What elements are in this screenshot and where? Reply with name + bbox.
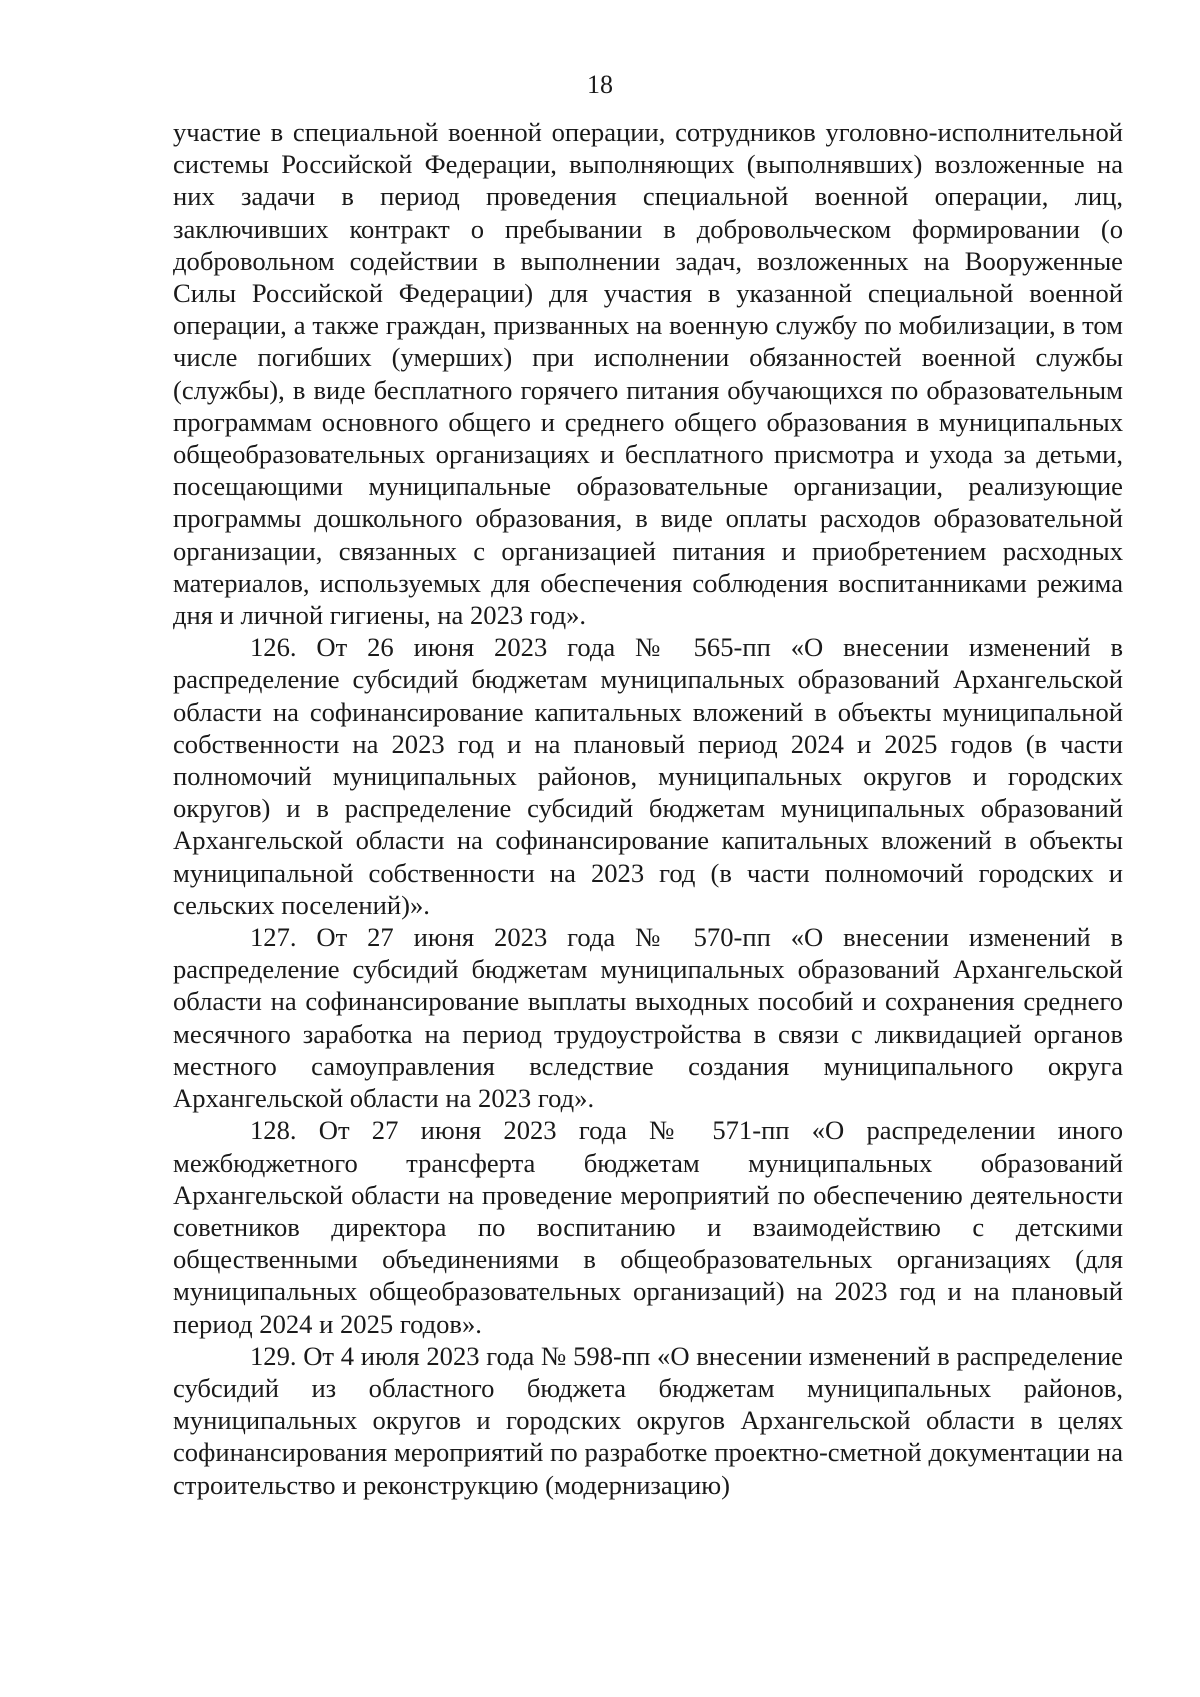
- document-body: [173, 116, 1123, 1501]
- paragraph-item-127: 127. От 27 июня 2023 года № 570-пп «О внесении изменений в распределение субсидий бюджетам муниципальных образований Архангельской области на софинансирование выплаты выходных пособий и сохранения среднего месячного заработка на период трудоустройства в связи с ликвидацией органов местного самоуправления вследствие создания муниципального округа Архангельской области на 2023 год».: [173, 922, 1123, 1114]
- paragraph-item-128: 128. От 27 июня 2023 года № 571-пп «О распределении иного межбюджетного трансферта бюджетам муниципальных образований Архангельской области на проведение мероприятий по обеспечению деятельности советников директора по воспитанию и взаимодействию с детскими общественными объединениями в общеобразовательных организациях (для муниципальных общеобразовательных организаций) на 2023 год и на плановый период 2024 и 2025 годов».: [173, 1115, 1123, 1339]
- page-number: 18: [587, 70, 613, 99]
- paragraph-continuation: участие в специальной военной операции, сотрудников уголовно-исполнительной системы Российской Федерации, выполняющих (выполнявших) возложенные на них задачи в период проведения специальной военной операции, лиц, заключивших контракт о пребывании в добровольческом формировании (о добровольном содействии в выполнении задач, возложенных на Вооруженные Силы Российской Федерации) для участия в указанной специальной военной операции, а также граждан, призванных на военную службу по мобилизации, в том числе погибших (умерших) при исполнении обязанностей военной службы (службы), в виде бесплатного горячего питания обучающихся по образовательным программам основного общего и среднего общего образования в муниципальных общеобразовательных организациях и бесплатного присмотра и ухода за детьми, посещающими муниципальные образовательные организации, реализующие программы дошкольного образования, в виде оплаты расходов образовательной организации, связанных с организацией питания и приобретением расходных материалов, используемых для обеспечения соблюдения воспитанниками режима дня и личной гигиены, на 2023 год».: [173, 117, 1123, 631]
- paragraph-item-129: 129. От 4 июля 2023 года № 598-пп «О внесении изменений в распределение субсидий из областного бюджета бюджетам муниципальных районов, муниципальных округов и городских округов Архангельской области в целях софинансирования мероприятий по разработке проектно-сметной документации на строительство и реконструкцию (модернизацию): [173, 1340, 1123, 1500]
- paragraph-item-126: 126. От 26 июня 2023 года № 565-пп «О внесении изменений в распределение субсидий бюджетам муниципальных образований Архангельской области на софинансирование капитальных вложений в объекты муниципальной собственности на 2023 год и на плановый период 2024 и 2025 годов (в части полномочий муниципальных районов, муниципальных округов и городских округов) и в распределение субсидий бюджетам муниципальных образований Архангельской области на софинансирование капитальных вложений в объекты муниципальной собственности на 2023 год (в части полномочий городских и сельских поселений)».: [173, 632, 1123, 920]
